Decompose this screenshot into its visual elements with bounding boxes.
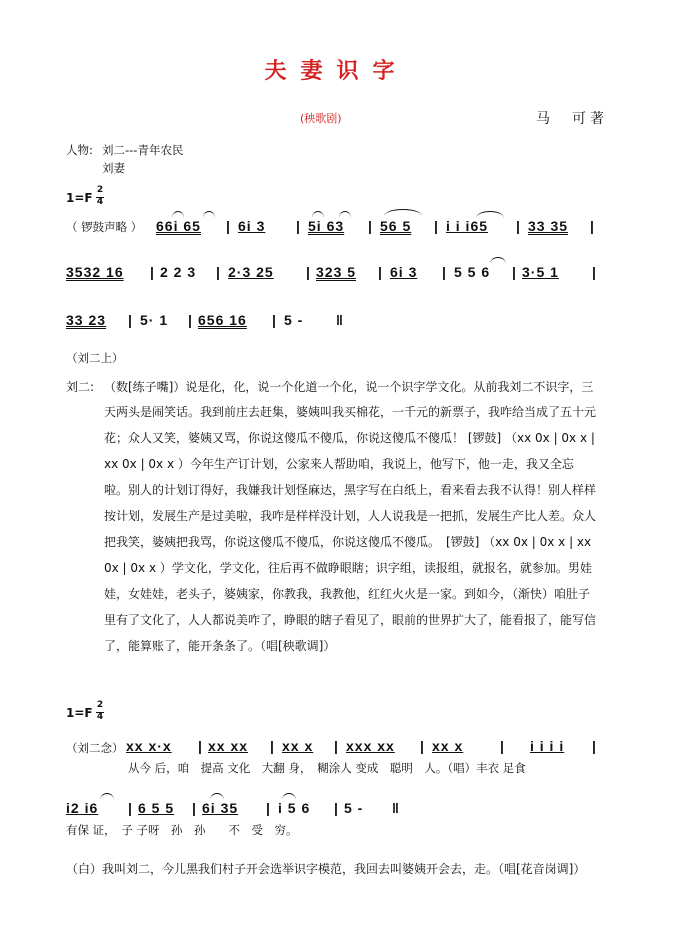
time-signature-bottom-2: 4 [96, 712, 104, 722]
measure: 5 - [284, 312, 304, 328]
key-signature: 1=F [66, 191, 93, 205]
character-liuqi: 刘妻 [102, 161, 125, 175]
measure: 6 5 5 [138, 800, 175, 816]
measure: 6i 3 [390, 264, 418, 280]
key-signature-2: 1=F [66, 706, 93, 720]
measure: 33 23 [66, 312, 107, 328]
measure: 6i 3 [238, 218, 266, 234]
stage-direction: （刘二上） [66, 351, 124, 365]
time-signature-top-2: 2 [96, 700, 104, 710]
measure: 6i 35 [202, 800, 239, 816]
measure: 5· 1 [140, 312, 169, 328]
lyric-line-1: 从今 后，咱 提高 文化 大翻 身， 糊涂人 变成 聪明 人。（唱）丰衣 足食 [128, 761, 526, 775]
measure: 66i 65 [156, 218, 201, 234]
page-title: 夫妻识字 [264, 58, 409, 84]
measure: 2·3 25 [228, 264, 274, 280]
measure: 3532 16 [66, 264, 124, 280]
measure: 56 5 [380, 218, 412, 234]
measure: 5 - [344, 800, 364, 816]
score2-prefix: （刘二念） [66, 741, 124, 755]
speaker-label: 刘二: [66, 380, 95, 394]
measure: 2 2 3 [160, 264, 197, 280]
character-liuer: 刘二---青年农民 [102, 143, 184, 157]
measure: 5i 63 [308, 218, 345, 234]
measure: 323 5 [316, 264, 357, 280]
measure: xx x [432, 738, 464, 754]
speech-line-1: （数[练子嘴]）说是化，化，说一个化道一个化，说一个识字学文化。从前我刘二不识字，三 [104, 380, 594, 394]
lyric-line-2: 有保 证， 子 子呀 孙 孙 不 受 穷。 [66, 823, 298, 837]
characters-label: 人物: [66, 143, 93, 157]
time-signature-top: 2 [96, 185, 104, 195]
measure: i i i i [530, 738, 565, 754]
measure: 3·5 1 [522, 264, 559, 280]
speech-text: 天两头是闹笑话。我到前庄去赶集，婆姨叫我买棉花，一千元的新票子，我咋给当成了五十元花；众人又笑，婆姨又骂，你说这傻瓜不傻瓜，你说这傻瓜不傻瓜！ [锣鼓] （xx 0x | 0x x | xx 0x | 0x x ）今年生产订计划，公家来人帮助咱，我说上，他写下，他一走，我又全忘啦。别人的计划订得好，我嫌我计划怪麻达，黑字写在白纸上，看来看去我不认得！别人样样按计划，发展生产是过美啦，我咋是样样没计划，人人说我是一把抓，发展生产比人差。众人把我笑，婆姨把我骂，你说这傻瓜不傻瓜，你说这傻瓜不傻瓜。 [锣鼓] （xx 0x | 0x x | xx 0x | 0x x ）学文化，学文化，往后再不做睁眼瞎；识字组，读报组，就报名，就参加。男娃娃，女娃娃，老头子，婆姨家，你教我，我教他，红红火火是一家。到如今，（渐快）咱肚子里有了文化了，人人都说美咋了，睁眼的瞎子看见了，眼前的世界扩大了，能看报了，能写信了，能算账了，能开条条了。（唱[秧歌调]） [104, 405, 597, 653]
measure: i2 i6 [66, 800, 99, 816]
measure: 33 35 [528, 218, 569, 234]
measure: i i i65 [446, 218, 489, 234]
measure: i 5 6 [278, 800, 311, 816]
measure: 5 5 6 [454, 264, 491, 280]
genre-label: (秧歌剧) [300, 112, 342, 125]
measure: xx xx [208, 738, 249, 754]
score-prefix: （ 锣鼓声略 ） [66, 220, 143, 234]
measure: xx x·x [126, 738, 172, 754]
measure: xxx xx [346, 738, 395, 754]
author-label: 马 可著 [536, 111, 608, 127]
measure: 656 16 [198, 312, 247, 328]
measure: xx x [282, 738, 314, 754]
time-signature-bottom: 4 [96, 197, 104, 207]
closing-line: （白）我叫刘二，今儿黑我们村子开会选举识字模范，我回去叫婆姨开会去，走。（唱[花音岗调]） [66, 862, 586, 876]
